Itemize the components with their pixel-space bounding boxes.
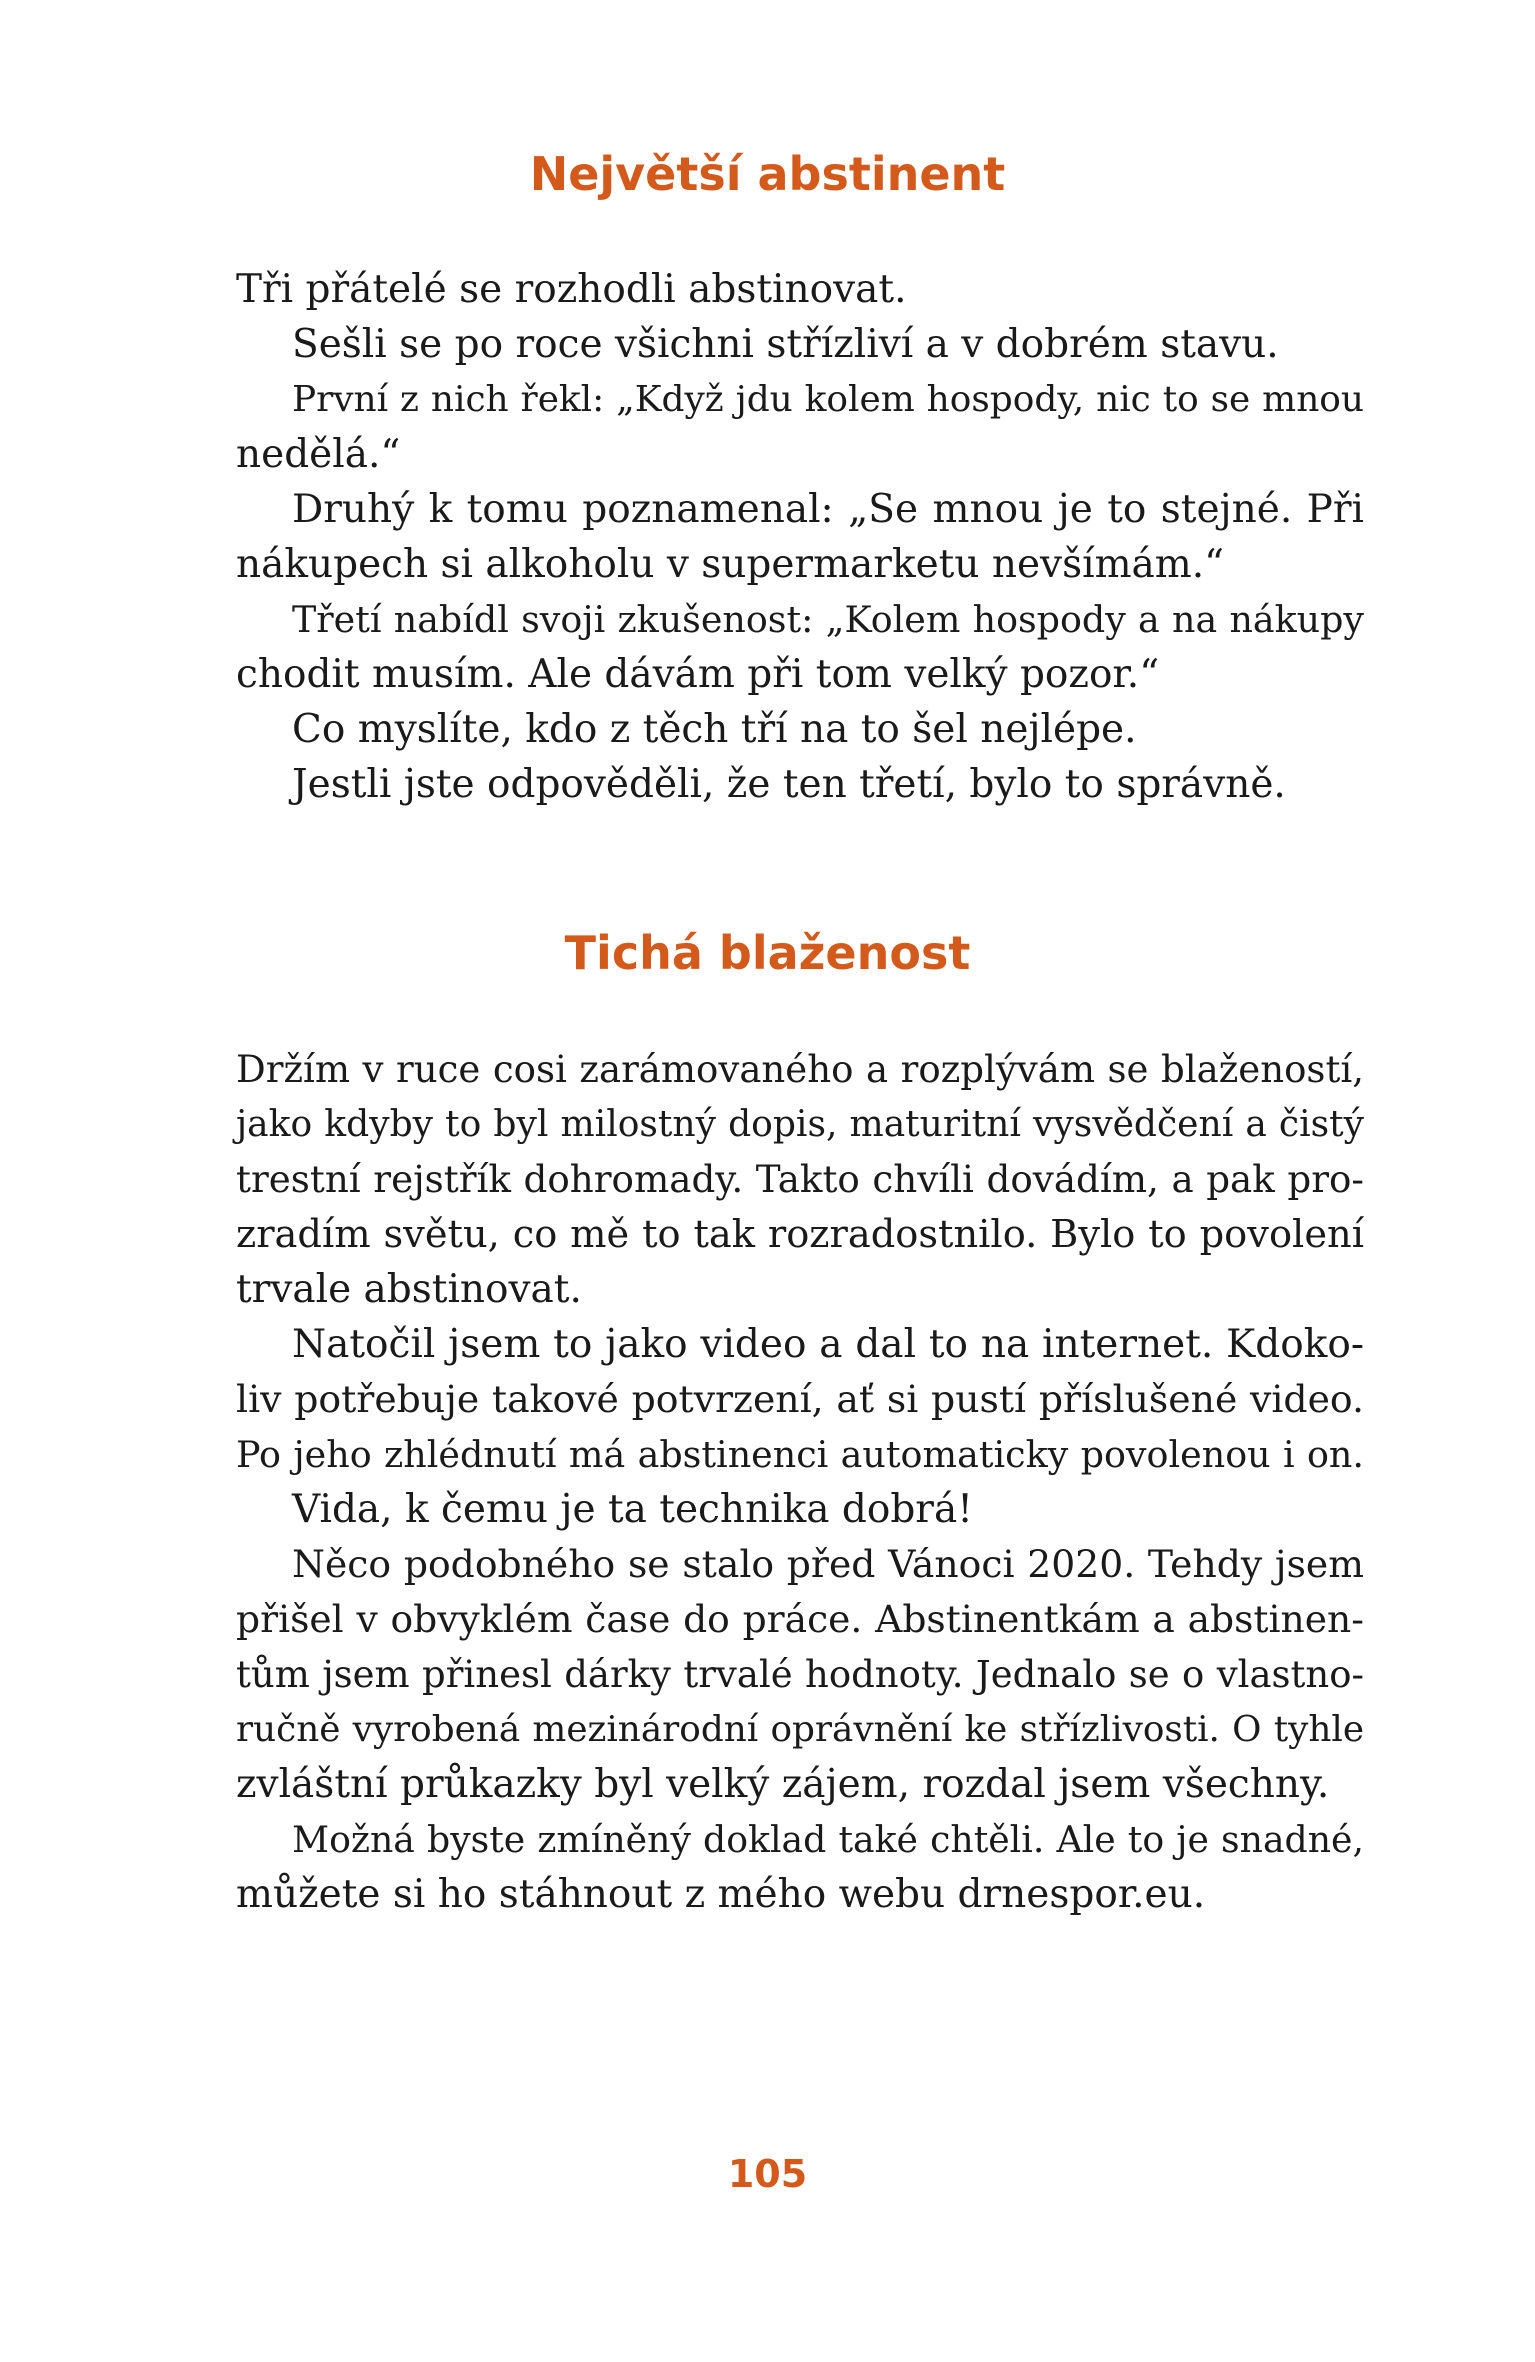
text-line: Možná byste zmíněný doklad také chtěli. Ale to je snadné, (292, 1818, 1364, 1861)
text-line: První z nich řekl: „Když jdu kolem hospody, nic to se mnou (292, 379, 1364, 420)
text-line: tům jsem přinesl dárky trvalé hodnoty. Jednalo se o vlastno- (236, 1653, 1364, 1696)
text-line: Co myslíte, kdo z těch tří na to šel nejlépe. (292, 707, 1137, 752)
text-line: zvláštní průkazky byl velký zájem, rozdal jsem všechny. (236, 1762, 1330, 1807)
text-line: chodit musím. Ale dávám při tom velký pozor.“ (236, 652, 1160, 697)
text-line: Tři přátelé se rozhodli abstinovat. (236, 267, 907, 312)
text-line: Něco podobného se stalo před Vánoci 2020. Tehdy jsem (292, 1542, 1364, 1586)
text-line: Jestli jste odpověděli, že ten třetí, bylo to správně. (292, 762, 1286, 807)
section-body (236, 262, 1364, 812)
text-line: Vida, k čemu je ta technika dobrá! (292, 1487, 973, 1532)
section-title: Tichá blaženost (564, 926, 971, 980)
text-line: trestní rejstřík dohromady. Takto chvíli dovádím, a pak pro- (236, 1157, 1364, 1201)
text-line: Druhý k tomu poznamenal: „Se mnou je to stejné. Při (292, 487, 1364, 532)
text-line: nedělá.“ (236, 432, 401, 477)
text-line: Po jeho zhlédnutí má abstinenci automaticky povolenou i on. (236, 1433, 1364, 1476)
text-line: Držím v ruce cosi zarámovaného a rozplývám se blažeností, (236, 1048, 1364, 1091)
text-line: Sešli se po roce všichni střízliví a v dobrém stavu. (292, 322, 1279, 367)
text-line: nákupech si alkoholu v supermarketu nevšímám.“ (236, 542, 1225, 587)
page-number: 105 (727, 2152, 808, 2196)
section-title: Největší abstinent (529, 147, 1006, 201)
text-line: liv potřebuje takové potvrzení, ať si pustí příslušené video. (236, 1377, 1364, 1421)
text-line: jako kdyby to byl milostný dopis, maturitní vysvědčení a čistý (236, 1103, 1364, 1145)
text-line: ručně vyrobená mezinárodní oprávnění ke střízlivosti. O tyhle (236, 1709, 1364, 1750)
text-line: zradím světu, co mě to tak rozradostnilo. Bylo to povolení (236, 1212, 1364, 1257)
text-line: trvale abstinovat. (236, 1267, 582, 1312)
text-line: Třetí nabídl svoji zkušenost: „Kolem hospody a na nákupy (292, 598, 1364, 641)
text-line: přišel v obvyklém čase do práce. Abstinentkám a abstinen- (236, 1597, 1364, 1641)
text-line: Natočil jsem to jako video a dal to na internet. Kdoko- (292, 1322, 1364, 1367)
section-body (236, 1042, 1364, 1922)
text-line: můžete si ho stáhnout z mého webu drnespor.eu. (236, 1872, 1206, 1917)
